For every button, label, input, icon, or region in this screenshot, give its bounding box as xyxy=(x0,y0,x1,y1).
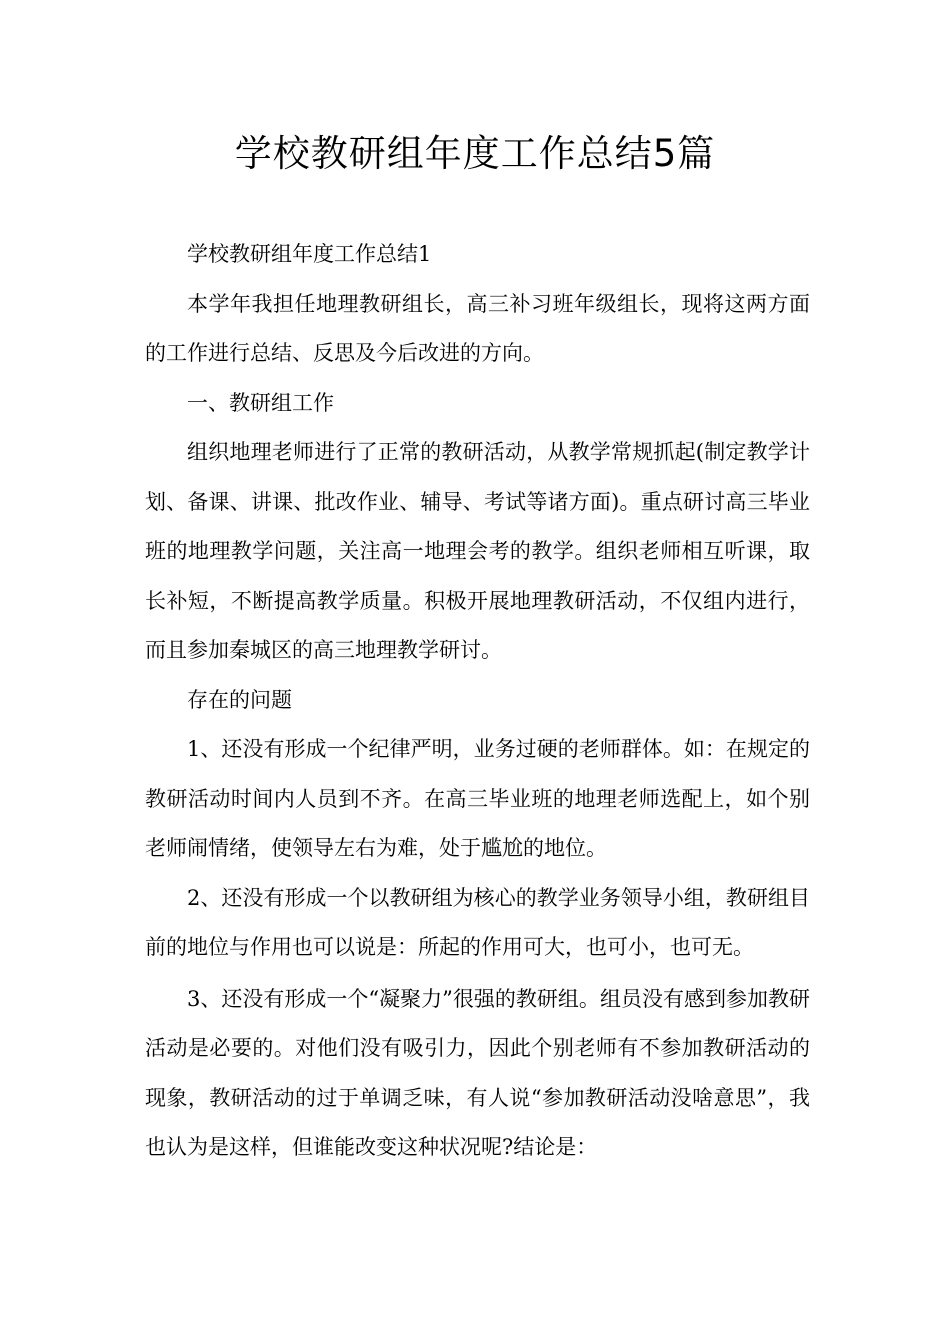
paragraph: 组织地理老师进行了正常的教研活动，从教学常规抓起(制定教学计划、备课、讲课、批改作业、辅导、考试等诸方面)。重点研讨高三毕业班的地理教学问题，关注高一地理会考的教学。组织老师相互听课，取长补短，不断提高教学质量。积极开展地理教研活动，不仅组内进行，而且参加秦城区的高三地理教学研讨。 xyxy=(145,440,810,662)
section-heading: 一、教研组工作 xyxy=(187,390,334,415)
paragraph: 2、还没有形成一个以教研组为核心的教学业务领导小组，教研组目前的地位与作用也可以说是：所起的作用可大，也可小，也可无。 xyxy=(145,885,810,959)
document-title: 学校教研组年度工作总结5篇 xyxy=(234,132,716,175)
paragraph: 3、还没有形成一个“凝聚力”很强的教研组。组员没有感到参加教研活动是必要的。对他们没有吸引力，因此个别老师有不参加教研活动的现象，教研活动的过于单调乏味，有人说“参加教研活动没啥意思”，我也认为是这样，但谁能改变这种状况呢?结论是： xyxy=(145,986,810,1159)
section-heading: 学校教研组年度工作总结1 xyxy=(187,242,432,266)
section-heading: 存在的问题 xyxy=(187,687,292,712)
document-body xyxy=(145,230,810,1173)
paragraph: 1、还没有形成一个纪律严明，业务过硬的老师群体。如：在规定的教研活动时间内人员到不齐。在高三毕业班的地理老师选配上，如个别老师闹情绪，使领导左右为难，处于尴尬的地位。 xyxy=(145,737,810,860)
paragraph: 本学年我担任地理教研组长，高三补习班年级组长，现将这两方面的工作进行总结、反思及今后改进的方向。 xyxy=(145,291,810,365)
